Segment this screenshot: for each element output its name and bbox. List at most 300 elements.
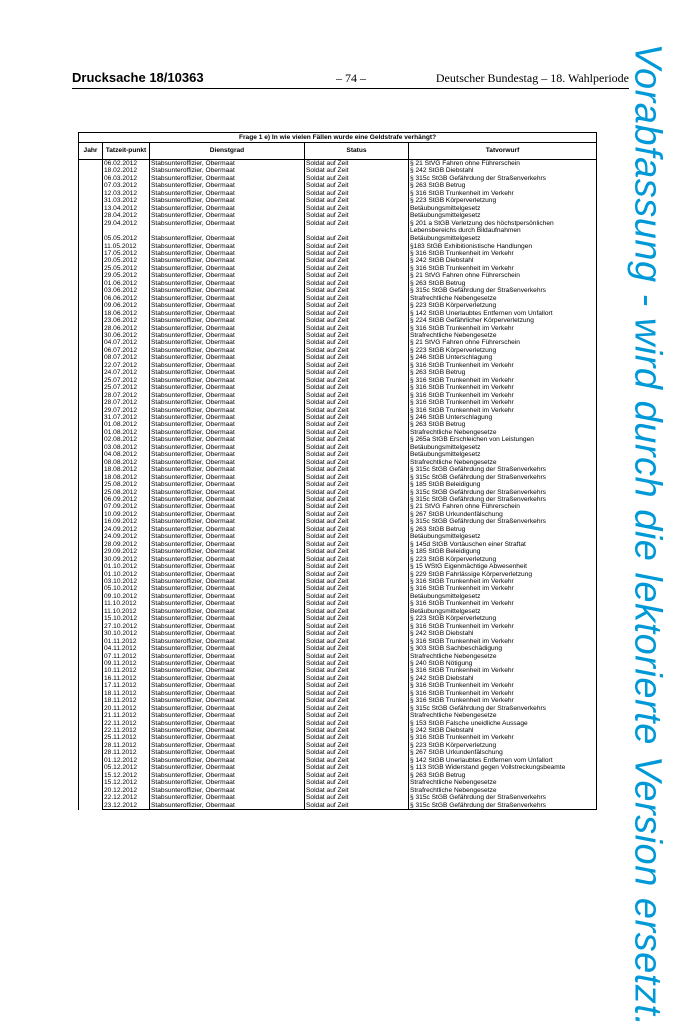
rank-cell: Stabsunteroffizier, Obermaat [150, 451, 305, 458]
rank-cell: Stabsunteroffizier, Obermaat [150, 369, 305, 376]
document-label: Drucksache 18/ [72, 70, 168, 85]
table-row [79, 295, 597, 302]
rank-cell: Stabsunteroffizier, Obermaat [150, 392, 305, 399]
offense-cell: § 316 StGB Trunkenheit im Verkehr [409, 667, 597, 674]
offense-cell: § 316 StGB Trunkenheit im Verkehr [409, 325, 597, 332]
document-number-value: 10363 [167, 70, 204, 85]
date-cell: 09.11.2012 [103, 660, 150, 667]
rank-cell: Stabsunteroffizier, Obermaat [150, 302, 305, 309]
date-cell: 22.07.2012 [103, 362, 150, 369]
status-cell: Soldat auf Zeit [305, 541, 409, 548]
date-cell: 11.10.2012 [103, 608, 150, 615]
rank-cell: Stabsunteroffizier, Obermaat [150, 503, 305, 510]
status-cell: Soldat auf Zeit [305, 280, 409, 287]
rank-cell: Stabsunteroffizier, Obermaat [150, 332, 305, 339]
status-cell: Soldat auf Zeit [305, 302, 409, 309]
table-row [79, 630, 597, 637]
offense-cell: § 223 StGB Körperverletzung [409, 197, 597, 204]
status-cell: Soldat auf Zeit [305, 787, 409, 794]
rank-cell: Stabsunteroffizier, Obermaat [150, 638, 305, 645]
table-row [79, 757, 597, 764]
date-cell: 29.04.2012 [103, 220, 150, 236]
status-cell: Soldat auf Zeit [305, 727, 409, 734]
date-cell: 29.07.2012 [103, 407, 150, 414]
offense-cell: § 316 StGB Trunkenheit im Verkehr [409, 384, 597, 391]
rank-cell: Stabsunteroffizier, Obermaat [150, 653, 305, 660]
rank-cell: Stabsunteroffizier, Obermaat [150, 167, 305, 174]
rank-cell: Stabsunteroffizier, Obermaat [150, 489, 305, 496]
rank-cell: Stabsunteroffizier, Obermaat [150, 541, 305, 548]
date-cell: 31.03.2012 [103, 197, 150, 204]
rank-cell: Stabsunteroffizier, Obermaat [150, 190, 305, 197]
status-cell: Soldat auf Zeit [305, 630, 409, 637]
offense-cell: Betäubungsmittelgesetz [409, 212, 597, 219]
table-row [79, 272, 597, 279]
offense-cell: § 21 StVG Fahren ohne Führerschein [409, 503, 597, 510]
table-row [79, 444, 597, 451]
date-cell: 16.09.2012 [103, 518, 150, 525]
status-cell: Soldat auf Zeit [305, 377, 409, 384]
rank-cell: Stabsunteroffizier, Obermaat [150, 757, 305, 764]
table-row [79, 802, 597, 810]
status-cell: Soldat auf Zeit [305, 182, 409, 189]
offense-cell: § 316 StGB Trunkenheit im Verkehr [409, 377, 597, 384]
status-cell: Soldat auf Zeit [305, 585, 409, 592]
date-cell: 25.11.2012 [103, 734, 150, 741]
rank-cell: Stabsunteroffizier, Obermaat [150, 287, 305, 294]
table-row [79, 556, 597, 563]
table-row [79, 749, 597, 756]
offense-cell: § 316 StGB Trunkenheit im Verkehr [409, 734, 597, 741]
offense-cell: § 316 StGB Trunkenheit im Verkehr [409, 578, 597, 585]
offense-cell: § 223 StGB Körperverletzung [409, 556, 597, 563]
rank-cell: Stabsunteroffizier, Obermaat [150, 295, 305, 302]
rank-cell: Stabsunteroffizier, Obermaat [150, 481, 305, 488]
table-row [79, 503, 597, 510]
table-row [79, 533, 597, 540]
offense-cell: § 153 StGB Falsche uneidliche Aussage [409, 720, 597, 727]
draft-watermark [612, 43, 682, 1026]
offense-cell: Strafrechtliche Nebengesetze [409, 429, 597, 436]
rank-cell: Stabsunteroffizier, Obermaat [150, 526, 305, 533]
offense-cell: Strafrechtliche Nebengesetze [409, 779, 597, 786]
rank-cell: Stabsunteroffizier, Obermaat [150, 182, 305, 189]
table-row [79, 317, 597, 324]
status-cell: Soldat auf Zeit [305, 272, 409, 279]
status-cell: Soldat auf Zeit [305, 742, 409, 749]
status-cell: Soldat auf Zeit [305, 615, 409, 622]
date-cell: 01.12.2012 [103, 757, 150, 764]
date-cell: 30.10.2012 [103, 630, 150, 637]
rank-cell: Stabsunteroffizier, Obermaat [150, 354, 305, 361]
status-cell: Soldat auf Zeit [305, 503, 409, 510]
date-cell: 18.08.2012 [103, 474, 150, 481]
offense-cell: § 316 StGB Trunkenheit im Verkehr [409, 682, 597, 689]
date-cell: 17.05.2012 [103, 250, 150, 257]
offense-cell: § 315c StGB Gefährdung der Straßenverkehrs [409, 518, 597, 525]
status-cell: Soldat auf Zeit [305, 511, 409, 518]
offense-cell: § 242 StGB Diebstahl [409, 727, 597, 734]
status-cell: Soldat auf Zeit [305, 265, 409, 272]
watermark-text: Vorabfassung - wird durch die lektorierte Version ersetzt. [626, 43, 669, 1026]
offense-cell: § 113 StGB Widerstand gegen Vollstreckungsbeamte [409, 764, 597, 771]
date-cell: 22.11.2012 [103, 720, 150, 727]
status-cell: Soldat auf Zeit [305, 190, 409, 197]
offense-cell: Betäubungsmittelgesetz [409, 608, 597, 615]
date-cell: 28.11.2012 [103, 749, 150, 756]
rank-cell: Stabsunteroffizier, Obermaat [150, 660, 305, 667]
date-cell: 21.11.2012 [103, 712, 150, 719]
date-cell: 05.05.2012 [103, 235, 150, 242]
rank-cell: Stabsunteroffizier, Obermaat [150, 384, 305, 391]
table-row [79, 421, 597, 428]
status-cell: Soldat auf Zeit [305, 667, 409, 674]
offense-cell: § 246 StGB Unterschlagung [409, 354, 597, 361]
date-cell: 15.12.2012 [103, 779, 150, 786]
date-cell: 30.09.2012 [103, 556, 150, 563]
date-cell: 05.10.2012 [103, 585, 150, 592]
table-row [79, 257, 597, 264]
offense-cell: § 315c StGB Gefährdung der Straßenverkehrs [409, 287, 597, 294]
rank-cell: Stabsunteroffizier, Obermaat [150, 429, 305, 436]
table-row [79, 742, 597, 749]
table-row [79, 474, 597, 481]
date-cell: 18.08.2012 [103, 466, 150, 473]
table-row [79, 727, 597, 734]
status-cell: Soldat auf Zeit [305, 317, 409, 324]
date-cell: 08.07.2012 [103, 354, 150, 361]
status-cell: Soldat auf Zeit [305, 772, 409, 779]
status-cell: Soldat auf Zeit [305, 197, 409, 204]
rank-cell: Stabsunteroffizier, Obermaat [150, 377, 305, 384]
table-row [79, 287, 597, 294]
table-row [79, 220, 597, 236]
table-row [79, 489, 597, 496]
table-row [79, 362, 597, 369]
rank-cell: Stabsunteroffizier, Obermaat [150, 347, 305, 354]
date-cell: 04.07.2012 [103, 339, 150, 346]
date-cell: 01.10.2012 [103, 563, 150, 570]
offense-cell: Strafrechtliche Nebengesetze [409, 459, 597, 466]
status-cell: Soldat auf Zeit [305, 697, 409, 704]
table-row [79, 660, 597, 667]
date-cell: 06.02.2012 [103, 160, 150, 168]
rank-cell: Stabsunteroffizier, Obermaat [150, 399, 305, 406]
date-cell: 06.07.2012 [103, 347, 150, 354]
table-row [79, 339, 597, 346]
status-cell: Soldat auf Zeit [305, 720, 409, 727]
status-cell: Soldat auf Zeit [305, 205, 409, 212]
offense-cell: § 242 StGB Diebstahl [409, 675, 597, 682]
rank-cell: Stabsunteroffizier, Obermaat [150, 272, 305, 279]
rank-cell: Stabsunteroffizier, Obermaat [150, 250, 305, 257]
offense-cell: § 263 StGB Betrug [409, 421, 597, 428]
status-cell: Soldat auf Zeit [305, 533, 409, 540]
offense-cell: § 315c StGB Gefährdung der Straßenverkehrs [409, 794, 597, 801]
table-row [79, 720, 597, 727]
table-row [79, 645, 597, 652]
rank-cell: Stabsunteroffizier, Obermaat [150, 787, 305, 794]
status-cell: Soldat auf Zeit [305, 682, 409, 689]
date-cell: 12.03.2012 [103, 190, 150, 197]
offense-cell: § 315c StGB Gefährdung der Straßenverkehrs [409, 175, 597, 182]
page-header [72, 70, 629, 88]
date-cell: 24.09.2012 [103, 526, 150, 533]
status-cell: Soldat auf Zeit [305, 496, 409, 503]
offense-cell: § 316 StGB Trunkenheit im Verkehr [409, 362, 597, 369]
date-cell: 01.10.2012 [103, 571, 150, 578]
rank-cell: Stabsunteroffizier, Obermaat [150, 205, 305, 212]
date-cell: 29.05.2012 [103, 272, 150, 279]
offense-cell: Betäubungsmittelgesetz [409, 533, 597, 540]
status-cell: Soldat auf Zeit [305, 526, 409, 533]
date-cell: 20.05.2012 [103, 257, 150, 264]
table-row [79, 212, 597, 219]
date-cell: 03.08.2012 [103, 444, 150, 451]
offense-cell: § 267 StGB Urkundenfälschung [409, 511, 597, 518]
date-cell: 07.09.2012 [103, 503, 150, 510]
date-cell: 20.12.2012 [103, 787, 150, 794]
table-row [79, 205, 597, 212]
status-cell: Soldat auf Zeit [305, 250, 409, 257]
rank-cell: Stabsunteroffizier, Obermaat [150, 421, 305, 428]
status-cell: Soldat auf Zeit [305, 623, 409, 630]
offense-cell: § 145d StGB Vortäuschen einer Straftat [409, 541, 597, 548]
table-row [79, 451, 597, 458]
date-cell: 23.06.2012 [103, 317, 150, 324]
status-cell: Soldat auf Zeit [305, 392, 409, 399]
rank-cell: Stabsunteroffizier, Obermaat [150, 764, 305, 771]
table-row [79, 697, 597, 704]
table-row [79, 190, 597, 197]
offense-cell: § 263 StGB Betrug [409, 772, 597, 779]
rank-cell: Stabsunteroffizier, Obermaat [150, 533, 305, 540]
table-row [79, 779, 597, 786]
offense-cell: § 265a StGB Erschleichen von Leistungen [409, 436, 597, 443]
rank-cell: Stabsunteroffizier, Obermaat [150, 175, 305, 182]
date-cell: 09.10.2012 [103, 593, 150, 600]
table-row [79, 243, 597, 250]
status-cell: Soldat auf Zeit [305, 399, 409, 406]
table-row [79, 332, 597, 339]
table-row [79, 600, 597, 607]
date-cell: 16.11.2012 [103, 675, 150, 682]
offense-cell: § 315c StGB Gefährdung der Straßenverkehrs [409, 705, 597, 712]
rank-cell: Stabsunteroffizier, Obermaat [150, 556, 305, 563]
offense-cell: § 316 StGB Trunkenheit im Verkehr [409, 190, 597, 197]
rank-cell: Stabsunteroffizier, Obermaat [150, 235, 305, 242]
column-header: Dienstgrad [150, 143, 305, 160]
date-cell: 10.09.2012 [103, 511, 150, 518]
date-cell: 28.09.2012 [103, 541, 150, 548]
date-cell: 13.04.2012 [103, 205, 150, 212]
date-cell: 29.09.2012 [103, 548, 150, 555]
table-row [79, 511, 597, 518]
table-row [79, 734, 597, 741]
rank-cell: Stabsunteroffizier, Obermaat [150, 585, 305, 592]
table-row [79, 369, 597, 376]
table-row [79, 384, 597, 391]
rank-cell: Stabsunteroffizier, Obermaat [150, 734, 305, 741]
offense-cell: § 315c StGB Gefährdung der Straßenverkehrs [409, 802, 597, 810]
offense-cell: § 316 StGB Trunkenheit im Verkehr [409, 392, 597, 399]
rank-cell: Stabsunteroffizier, Obermaat [150, 265, 305, 272]
date-cell: 01.11.2012 [103, 638, 150, 645]
table-row [79, 347, 597, 354]
date-cell: 06.09.2012 [103, 496, 150, 503]
rank-cell: Stabsunteroffizier, Obermaat [150, 212, 305, 219]
status-cell: Soldat auf Zeit [305, 593, 409, 600]
status-cell: Soldat auf Zeit [305, 287, 409, 294]
status-cell: Soldat auf Zeit [305, 600, 409, 607]
offense-cell: § 21 StVG Fahren ohne Führerschein [409, 339, 597, 346]
date-cell: 18.11.2012 [103, 697, 150, 704]
offense-cell: § 263 StGB Betrug [409, 369, 597, 376]
rank-cell: Stabsunteroffizier, Obermaat [150, 407, 305, 414]
offense-cell: § 242 StGB Diebstahl [409, 257, 597, 264]
status-cell: Soldat auf Zeit [305, 548, 409, 555]
table-row [79, 593, 597, 600]
table-row [79, 638, 597, 645]
rank-cell: Stabsunteroffizier, Obermaat [150, 727, 305, 734]
status-cell: Soldat auf Zeit [305, 794, 409, 801]
offense-cell: § 315c StGB Gefährdung der Straßenverkehrs [409, 466, 597, 473]
status-cell: Soldat auf Zeit [305, 167, 409, 174]
status-cell: Soldat auf Zeit [305, 571, 409, 578]
table-row [79, 772, 597, 779]
date-cell: 28.11.2012 [103, 742, 150, 749]
offense-cell: § 223 StGB Körperverletzung [409, 615, 597, 622]
date-cell: 22.11.2012 [103, 727, 150, 734]
offense-cell: § 267 StGB Urkundenfälschung [409, 749, 597, 756]
rank-cell: Stabsunteroffizier, Obermaat [150, 548, 305, 555]
rank-cell: Stabsunteroffizier, Obermaat [150, 615, 305, 622]
table-row [79, 459, 597, 466]
date-cell: 15.12.2012 [103, 772, 150, 779]
offense-cell: § 246 StGB Unterschlagung [409, 414, 597, 421]
status-cell: Soldat auf Zeit [305, 675, 409, 682]
offense-cell: § 316 StGB Trunkenheit im Verkehr [409, 399, 597, 406]
column-header: Tatvorwurf [409, 143, 597, 160]
status-cell: Soldat auf Zeit [305, 638, 409, 645]
status-cell: Soldat auf Zeit [305, 764, 409, 771]
date-cell: 03.06.2012 [103, 287, 150, 294]
table-row [79, 197, 597, 204]
column-header: Tatzeit-punkt [103, 143, 150, 160]
status-cell: Soldat auf Zeit [305, 556, 409, 563]
offense-cell: § 240 StGB Nötigung [409, 660, 597, 667]
column-header: Status [305, 143, 409, 160]
rank-cell: Stabsunteroffizier, Obermaat [150, 705, 305, 712]
table-row [79, 175, 597, 182]
rank-cell: Stabsunteroffizier, Obermaat [150, 466, 305, 473]
rank-cell: Stabsunteroffizier, Obermaat [150, 325, 305, 332]
status-cell: Soldat auf Zeit [305, 407, 409, 414]
date-cell: 08.08.2012 [103, 459, 150, 466]
rank-cell: Stabsunteroffizier, Obermaat [150, 630, 305, 637]
table-row [79, 623, 597, 630]
offense-cell: § 315c StGB Gefährdung der Straßenverkehrs [409, 496, 597, 503]
table-row [79, 526, 597, 533]
rank-cell: Stabsunteroffizier, Obermaat [150, 362, 305, 369]
date-cell: 18.02.2012 [103, 167, 150, 174]
offense-table-container [78, 132, 596, 810]
status-cell: Soldat auf Zeit [305, 310, 409, 317]
date-cell: 02.08.2012 [103, 436, 150, 443]
offense-cell: § 142 StGB Unerlaubtes Entfernen vom Unfallort [409, 310, 597, 317]
status-cell: Soldat auf Zeit [305, 660, 409, 667]
date-cell: 03.10.2012 [103, 578, 150, 585]
column-header: Jahr [79, 143, 103, 160]
offense-cell: § 21 StVG Fahren ohne Führerschein [409, 160, 597, 168]
rank-cell: Stabsunteroffizier, Obermaat [150, 280, 305, 287]
table-row [79, 436, 597, 443]
table-row [79, 518, 597, 525]
rank-cell: Stabsunteroffizier, Obermaat [150, 593, 305, 600]
offense-cell: § 316 StGB Trunkenheit im Verkehr [409, 638, 597, 645]
rank-cell: Stabsunteroffizier, Obermaat [150, 414, 305, 421]
status-cell: Soldat auf Zeit [305, 474, 409, 481]
table-row [79, 302, 597, 309]
table-row [79, 787, 597, 794]
date-cell: 25.08.2012 [103, 481, 150, 488]
status-cell: Soldat auf Zeit [305, 325, 409, 332]
page-number: – 74 – [336, 71, 366, 85]
status-cell: Soldat auf Zeit [305, 444, 409, 451]
table-caption: Frage 1 e) In wie vielen Fällen wurde eine Geldstrafe verhängt? [79, 133, 597, 143]
rank-cell: Stabsunteroffizier, Obermaat [150, 496, 305, 503]
status-cell: Soldat auf Zeit [305, 220, 409, 236]
table-row [79, 764, 597, 771]
table-row [79, 578, 597, 585]
date-cell: 22.12.2012 [103, 794, 150, 801]
status-cell: Soldat auf Zeit [305, 608, 409, 615]
status-cell: Soldat auf Zeit [305, 339, 409, 346]
table-row [79, 794, 597, 801]
offense-cell: Betäubungsmittelgesetz [409, 444, 597, 451]
offense-cell: § 223 StGB Körperverletzung [409, 347, 597, 354]
rank-cell: Stabsunteroffizier, Obermaat [150, 571, 305, 578]
offense-cell: Strafrechtliche Nebengesetze [409, 653, 597, 660]
status-cell: Soldat auf Zeit [305, 563, 409, 570]
offense-cell: § 316 StGB Trunkenheit im Verkehr [409, 600, 597, 607]
offense-cell: § 142 StGB Unerlaubtes Entfernen vom Unfallort [409, 757, 597, 764]
status-cell: Soldat auf Zeit [305, 734, 409, 741]
status-cell: Soldat auf Zeit [305, 749, 409, 756]
date-cell: 23.12.2012 [103, 802, 150, 810]
date-cell: 24.07.2012 [103, 369, 150, 376]
status-cell: Soldat auf Zeit [305, 451, 409, 458]
table-row [79, 585, 597, 592]
table-row [79, 481, 597, 488]
date-cell: 31.07.2012 [103, 414, 150, 421]
header-rule [72, 88, 629, 89]
status-cell: Soldat auf Zeit [305, 295, 409, 302]
table-row [79, 310, 597, 317]
date-cell: 11.10.2012 [103, 600, 150, 607]
table-row [79, 399, 597, 406]
status-cell: Soldat auf Zeit [305, 160, 409, 168]
offense-cell: § 185 StGB Beleidigung [409, 548, 597, 555]
rank-cell: Stabsunteroffizier, Obermaat [150, 197, 305, 204]
offense-cell: Strafrechtliche Nebengesetze [409, 332, 597, 339]
table-row [79, 235, 597, 242]
table-row [79, 548, 597, 555]
date-cell: 01.06.2012 [103, 280, 150, 287]
date-cell: 28.07.2012 [103, 392, 150, 399]
offense-cell: Betäubungsmittelgesetz [409, 451, 597, 458]
offense-cell: Betäubungsmittelgesetz [409, 205, 597, 212]
